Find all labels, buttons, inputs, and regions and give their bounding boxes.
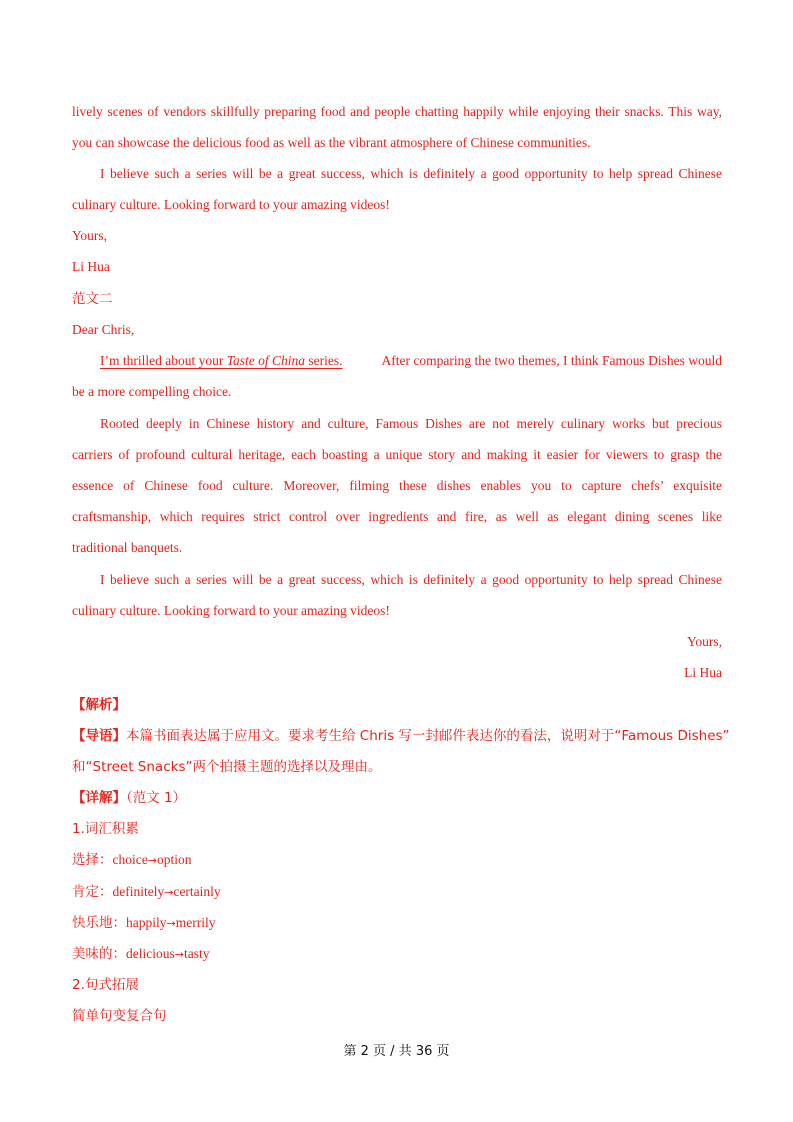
vocab-from: delicious	[126, 946, 175, 961]
vocab-to: tasty	[183, 946, 210, 961]
vocab-cn: 肯定：	[72, 884, 113, 900]
vocab-item	[72, 913, 722, 934]
vocab-to: option	[156, 852, 192, 867]
arrow-icon: →	[147, 854, 157, 867]
vocab-cn: 快乐地：	[72, 915, 126, 931]
essay2-heading: 范文二	[72, 291, 113, 307]
essay2-p2-line: traditional banquets.	[72, 540, 183, 555]
series-title: Taste of China	[226, 353, 306, 368]
detail-label: 【详解】	[72, 790, 126, 806]
essay1-signoff: Yours,	[72, 228, 108, 243]
essay2-p3-line: culinary culture. Looking forward to your amazing videos!	[72, 603, 390, 618]
detail-line	[72, 788, 722, 808]
guide-label: 【导语】	[72, 728, 126, 744]
essay1-closing-line: I believe such a series will be a great success, which is definitely a good opportunity to help spread Chinese	[100, 166, 722, 181]
essay2-signoff: Yours,	[686, 634, 722, 649]
guide-line1	[72, 726, 730, 746]
analysis-heading: 【解析】	[72, 697, 126, 713]
essay1-name: Li Hua	[72, 259, 110, 274]
essay1-closing-line: culinary culture. Looking forward to your amazing videos!	[72, 197, 390, 212]
essay2-p2-line: essence of Chinese food culture. Moreover, filming these dishes enables you to capture chefs’ exquisite	[72, 478, 722, 493]
vocab-item	[72, 850, 722, 871]
arrow-icon: →	[166, 917, 176, 930]
essay2-p2-line: craftsmanship, which requires strict control over ingredients and fire, as well as elegant dining scenes like	[72, 509, 722, 524]
essay2-p2-line: carriers of profound cultural heritage, each boasting a unique story and making it easier for viewers to grasp the	[72, 447, 722, 462]
vocab-item	[72, 882, 722, 903]
page-footer: 第 2 页 / 共 36 页	[343, 1044, 450, 1059]
essay2-salutation: Dear Chris,	[72, 322, 135, 337]
arrow-icon: →	[164, 886, 174, 899]
essay2-p1-text: I’m thrilled about your	[100, 353, 227, 368]
essay2-p3-line: I believe such a series will be a great success, which is definitely a good opportunity to help spread Chinese	[100, 572, 722, 587]
vocab-heading: 1.词汇积累	[72, 821, 139, 837]
essay1-line: you can showcase the delicious food as well as the vibrant atmosphere of Chinese communities.	[72, 135, 591, 150]
sentence-heading: 2.句式拓展	[72, 977, 139, 993]
essay2-p1-text: After comparing the two themes, I think Famous Dishes would	[378, 353, 722, 368]
guide-text: 本篇书面表达属于应用文。要求考生给 Chris 写一封邮件表达你的看法，说明对于“Famous Dishes”	[126, 728, 730, 744]
vocab-from: choice	[112, 852, 148, 867]
arrow-icon: →	[174, 948, 184, 961]
essay2-name: Li Hua	[684, 665, 722, 680]
essay2-p1-opening	[100, 351, 343, 371]
essay2-p2-line: Rooted deeply in Chinese history and culture, Famous Dishes are not merely culinary works but precious	[100, 416, 722, 431]
vocab-from: happily	[126, 915, 167, 930]
essay2-p1-line2: be a more compelling choice.	[72, 384, 232, 399]
essay1-line: lively scenes of vendors skillfully preparing food and people chatting happily while enjoying their snacks. This way,	[72, 104, 722, 119]
guide-line2: 和“Street Snacks”两个拍摄主题的选择以及理由。	[72, 759, 382, 775]
essay2-p1-text: series.	[305, 353, 343, 368]
sentence-sub: 简单句变复合句	[72, 1008, 167, 1024]
vocab-cn: 选择：	[72, 852, 113, 868]
vocab-cn: 美味的：	[72, 946, 126, 962]
vocab-to: certainly	[173, 884, 221, 899]
essay2-p1-line1	[100, 351, 722, 371]
vocab-item	[72, 944, 722, 965]
detail-suffix: （范文 1）	[126, 790, 187, 806]
vocab-to: merrily	[175, 915, 216, 930]
vocab-from: definitely	[112, 884, 165, 899]
